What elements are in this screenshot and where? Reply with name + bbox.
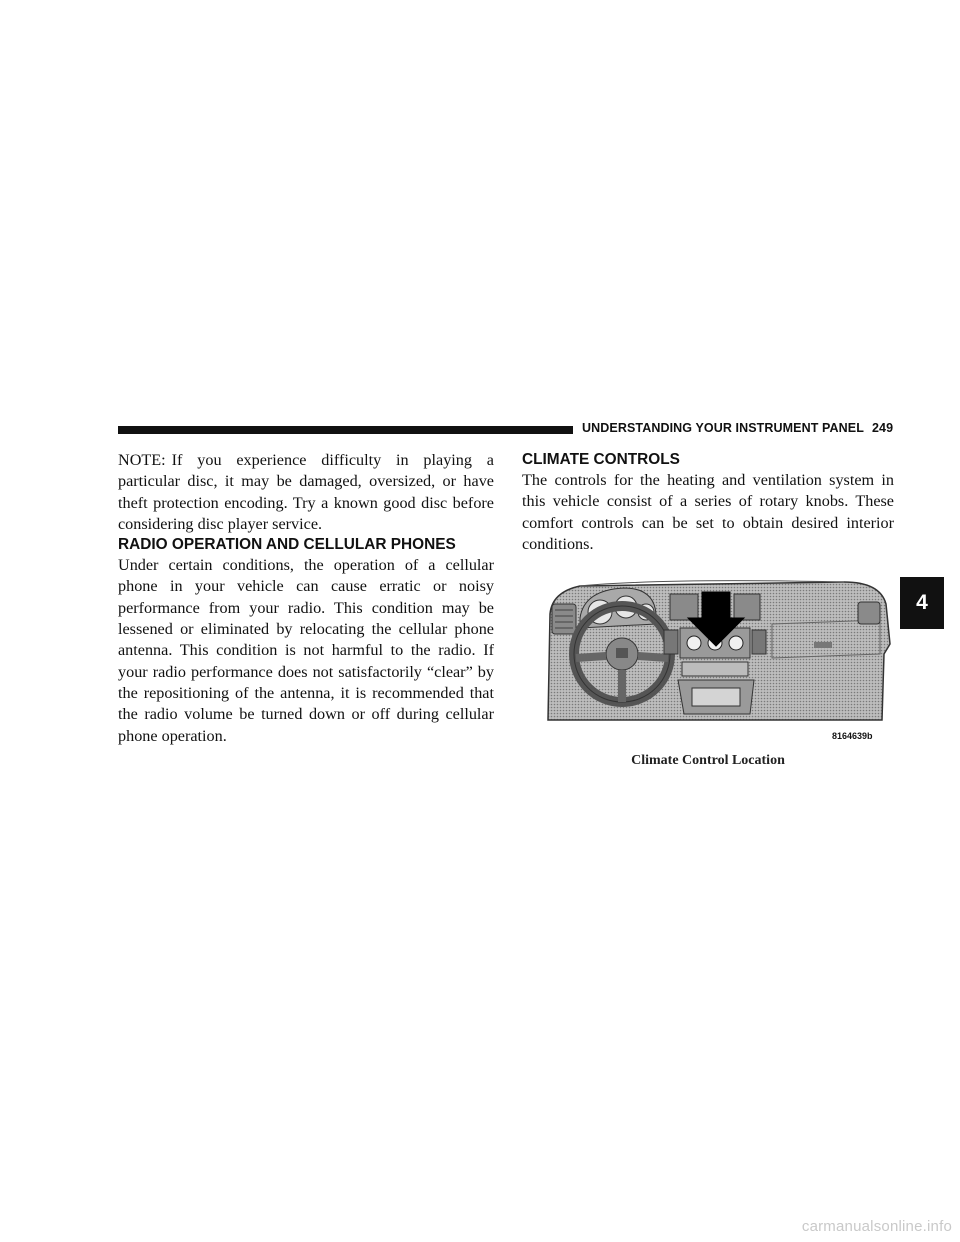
running-header bbox=[582, 421, 893, 435]
climate-heading: CLIMATE CONTROLS bbox=[522, 451, 680, 468]
note-text: If you experience difficulty in playing a particular disc, it may be damaged, oversized, or have theft protection encoding. Try a known good disc before considering disc player service. bbox=[118, 451, 494, 533]
note-label: NOTE: bbox=[118, 451, 166, 469]
right-column bbox=[522, 450, 894, 555]
watermark: carmanualsonline.info bbox=[801, 1218, 952, 1235]
radio-paragraph: Under certain conditions, the operation of a cellular phone in your vehicle can cause erratic or noisy performance from your radio. This condition may be lessened or eliminated by relocating the cellular phone antenna. This condition is not harmful to the radio. If your radio performance does not satisfactorily “clear” by the repositioning of the antenna, it is recommended that the radio volume be turned down or off during cellular phone operation. bbox=[118, 556, 494, 745]
figure-id: 8164639b bbox=[832, 731, 873, 741]
chapter-tab: 4 bbox=[900, 577, 944, 629]
climate-paragraph: The controls for the heating and ventilation system in this vehicle consist of a series of rotary knobs. These comfort controls can be set to obtain desired interior conditions. bbox=[522, 471, 894, 553]
figure-caption: Climate Control Location bbox=[631, 753, 785, 768]
section-title: UNDERSTANDING YOUR INSTRUMENT PANEL bbox=[582, 421, 864, 435]
header-rule bbox=[118, 426, 573, 434]
page-number: 249 bbox=[871, 421, 894, 435]
left-column bbox=[118, 450, 494, 747]
note-paragraph bbox=[118, 450, 494, 535]
dashboard-illustration bbox=[544, 574, 896, 724]
radio-heading: RADIO OPERATION AND CELLULAR PHONES bbox=[118, 536, 456, 554]
